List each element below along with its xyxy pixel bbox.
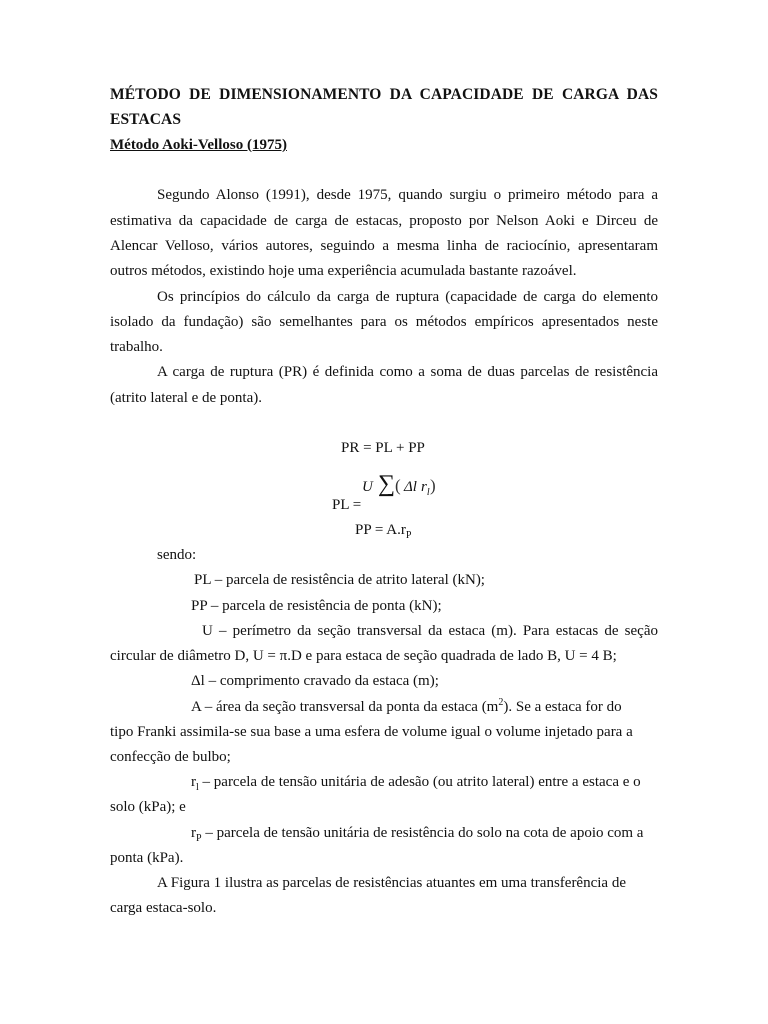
equation-pl-delta-l: Δl <box>404 479 417 495</box>
equation-pl-u: U <box>362 479 373 495</box>
paragraph-3-line-2: (atrito lateral e de ponta). <box>110 390 263 406</box>
equation-pl-lhs: PL = <box>332 497 362 513</box>
equation-pl-r: $r_l$ <box>421 479 430 498</box>
equation-pl-open-paren: ( <box>395 476 401 495</box>
definition-rp-line-1: $r_P$ – parcela de tensão unitária de resistência do solo na cota de apoio com a <box>191 825 644 844</box>
paragraph-3-line-1: A carga de ruptura (PR) é definida como a soma de duas parcelas de resistência <box>157 364 658 380</box>
document-title-line-2: ESTACAS <box>110 111 182 128</box>
definition-a-line-1: A – área da seção transversal da ponta da estaca $(m^2)$. Se a estaca for do <box>191 697 622 715</box>
section-subtitle: Método Aoki-Velloso (1975) <box>110 137 287 153</box>
equation-pr: PR = PL + PP <box>341 440 425 456</box>
equation-pp: PP = $A.r_P$ <box>355 522 412 541</box>
definition-a-line-3: confecção de bulbo; <box>110 749 231 765</box>
paragraph-2-line-3: trabalho. <box>110 339 163 355</box>
definition-u-line-2: circular de diâmetro D, U = π.D e para estaca de seção quadrada de lado B, U = 4 B; <box>110 648 617 664</box>
paragraph-1-line-4: outros métodos, existindo hoje uma experiência acumulada bastante razoável. <box>110 263 577 279</box>
sum-symbol: ∑ <box>378 471 396 497</box>
document-title-line-1: MÉTODO DE DIMENSIONAMENTO DA CAPACIDADE DE CARGA DAS <box>110 86 658 103</box>
closing-line-2: carga estaca-solo. <box>110 900 217 916</box>
definition-rl-line-1: $r_l$ – parcela de tensão unitária de adesão (ou atrito lateral) entre a estaca e o <box>191 774 641 793</box>
paragraph-1-line-1: Segundo Alonso (1991), desde 1975, quando surgiu o primeiro método para a <box>157 187 658 203</box>
definition-delta-l: Δl – comprimento cravado da estaca (m); <box>191 673 439 689</box>
definition-pp: PP – parcela de resistência de ponta (kN); <box>191 598 442 614</box>
definition-rp-line-2: ponta (kPa). <box>110 850 184 866</box>
definition-u-line-1: U – perímetro da seção transversal da estaca (m). Para estacas de seção <box>202 623 658 639</box>
paragraph-2-line-2: isolado da fundação) são semelhantes para os métodos empíricos apresentados neste <box>110 314 658 330</box>
paragraph-2-line-1: Os princípios do cálculo da carga de ruptura (capacidade de carga do elemento <box>157 289 658 305</box>
definition-pl: PL – parcela de resistência de atrito lateral (kN); <box>194 572 485 588</box>
equation-pl-close-paren: ) <box>430 476 436 495</box>
definition-rl-line-2: solo (kPa); e <box>110 799 186 815</box>
closing-line-1: A Figura 1 ilustra as parcelas de resistências atuantes em uma transferência de <box>157 875 626 891</box>
paragraph-1-line-2: estimativa da capacidade de carga de estacas, proposto por Nelson Aoki e Dirceu de <box>110 213 658 229</box>
definitions-intro: sendo: <box>157 547 197 563</box>
definition-a-line-2: tipo Franki assimila-se sua base a uma esfera de volume igual o volume injetado para a <box>110 724 633 740</box>
paragraph-1-line-3: Alencar Velloso, vários autores, seguindo a mesma linha de raciocínio, apresentaram <box>110 238 658 254</box>
